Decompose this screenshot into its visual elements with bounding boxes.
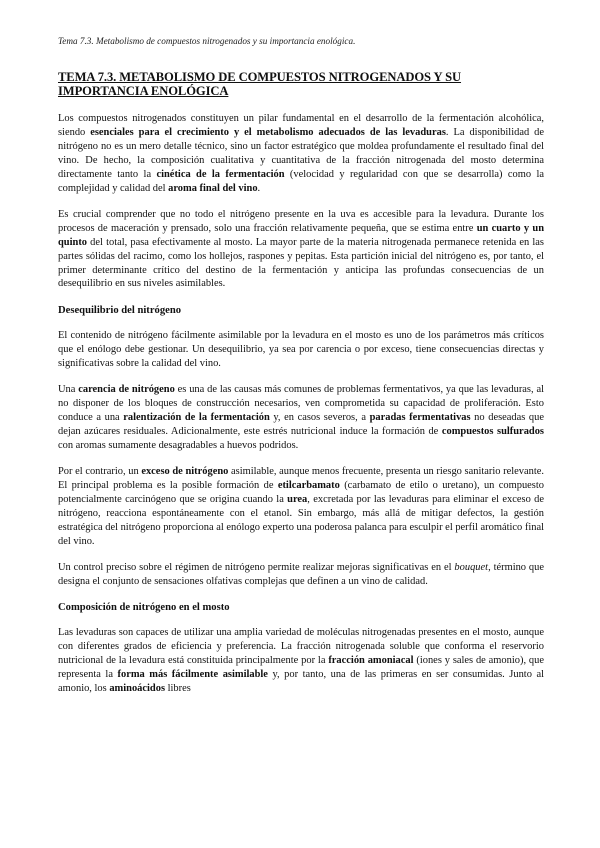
imbalance-paragraph-2: Una carencia de nitrógeno es una de las causas más comunes de problemas fermentativos, ya que las levaduras, al no disponer de los bloques de construcción necesarios, ven comprometida su capacidad de proliferación. Esto conduce a una ralentización de la fermentación y, en casos severos, a paradas fermentativas no deseadas que dejan azúcares residuales. Adicionalmente, este estrés nutricional induce la formación de compuestos sulfurados con aromas sumamente desagradables a huevos podridos. xyxy=(58,384,544,451)
section-heading-imbalance: Desequilibrio del nitrógeno xyxy=(58,304,182,316)
composition-paragraph-1: Las levaduras son capaces de utilizar una amplia variedad de moléculas nitrogenadas presentes en el mosto, aunque con diferentes grados de eficiencia y preferencia. La fracción nitrogenada soluble que conforma el reservorio nutricional de la levadura está constituida principalmente por la fracción amoniacal (iones y sales de amonio), que representa la forma más fácilmente asimilable y, por tanto, una de las primeras en ser consumidas. Junto al amonio, los aminoácidos libres xyxy=(58,627,544,694)
intro-paragraph-1: Los compuestos nitrogenados constituyen un pilar fundamental en el desarrollo de la fermentación alcohólica, siendo esenciales para el crecimiento y el metabolismo adecuados de las levaduras. La disponibilidad de nitrógeno no es un mero detalle técnico, sino un factor estratégico que moldea profundamente el resultado final del vino. De hecho, la composición cualitativa y cuantitativa de la fracción nitrogenada del mosto determina directamente tanto la cinética de la fermentación (velocidad y regularidad con que se desarrolla) como la complejidad y calidad del aroma final del vino. xyxy=(58,113,544,194)
imbalance-paragraph-4: Un control preciso sobre el régimen de nitrógeno permite realizar mejoras significativas en el bouquet, término que designa el conjunto de sensaciones olfativas complejas que definen a un vino de calidad. xyxy=(58,562,544,587)
imbalance-paragraph-1: El contenido de nitrógeno fácilmente asimilable por la levadura en el mosto es uno de los parámetros más críticos que el enólogo debe gestionar. Un desequilibrio, ya sea por carencia o por exceso, tiene consecuencias directas y significativas sobre la calidad del vino. xyxy=(58,329,544,369)
document-body xyxy=(58,70,544,708)
document-title: TEMA 7.3. METABOLISMO DE COMPUESTOS NITROGENADOS Y SU IMPORTANCIA ENOLÓGICA xyxy=(58,70,462,98)
intro-paragraph-2: Es crucial comprender que no todo el nitrógeno presente en la uva es accesible para la levadura. Durante los procesos de maceración y prensado, solo una fracción relativamente pequeña, que se estima entre un cuarto y un quinto del total, pasa efectivamente al mosto. La mayor parte de la materia nitrogenada permanece retenida en las partes sólidas del racimo, como los hollejos, raspones y pepitas. Esta partición inicial del nitrógeno es, por tanto, el primer determinante crítico del destino de la fermentación y anticipa las profundas consecuencias de un desequilibrio en sus niveles asimilables. xyxy=(58,208,545,290)
running-header: Tema 7.3. Metabolismo de compuestos nitrogenados y su importancia enológica. xyxy=(58,36,356,46)
imbalance-paragraph-3: Por el contrario, un exceso de nitrógeno asimilable, aunque menos frecuente, presenta un riesgo sanitario relevante. El principal problema es la posible formación de etilcarbamato (carbamato de etilo o uretano), un compuesto potencialmente carcinógeno que se origina cuando la urea, excretada por las levaduras para eliminar el exceso de nitrógeno, reacciona espontáneamente con el etanol. Sin embargo, más allá de mitigar defectos, la gestión estratégica del nitrógeno proporciona al enólogo experto una poderosa palanca para esculpir el perfil aromático final del vino. xyxy=(58,466,545,547)
section-heading-composition: Composición de nitrógeno en el mosto xyxy=(58,602,230,614)
